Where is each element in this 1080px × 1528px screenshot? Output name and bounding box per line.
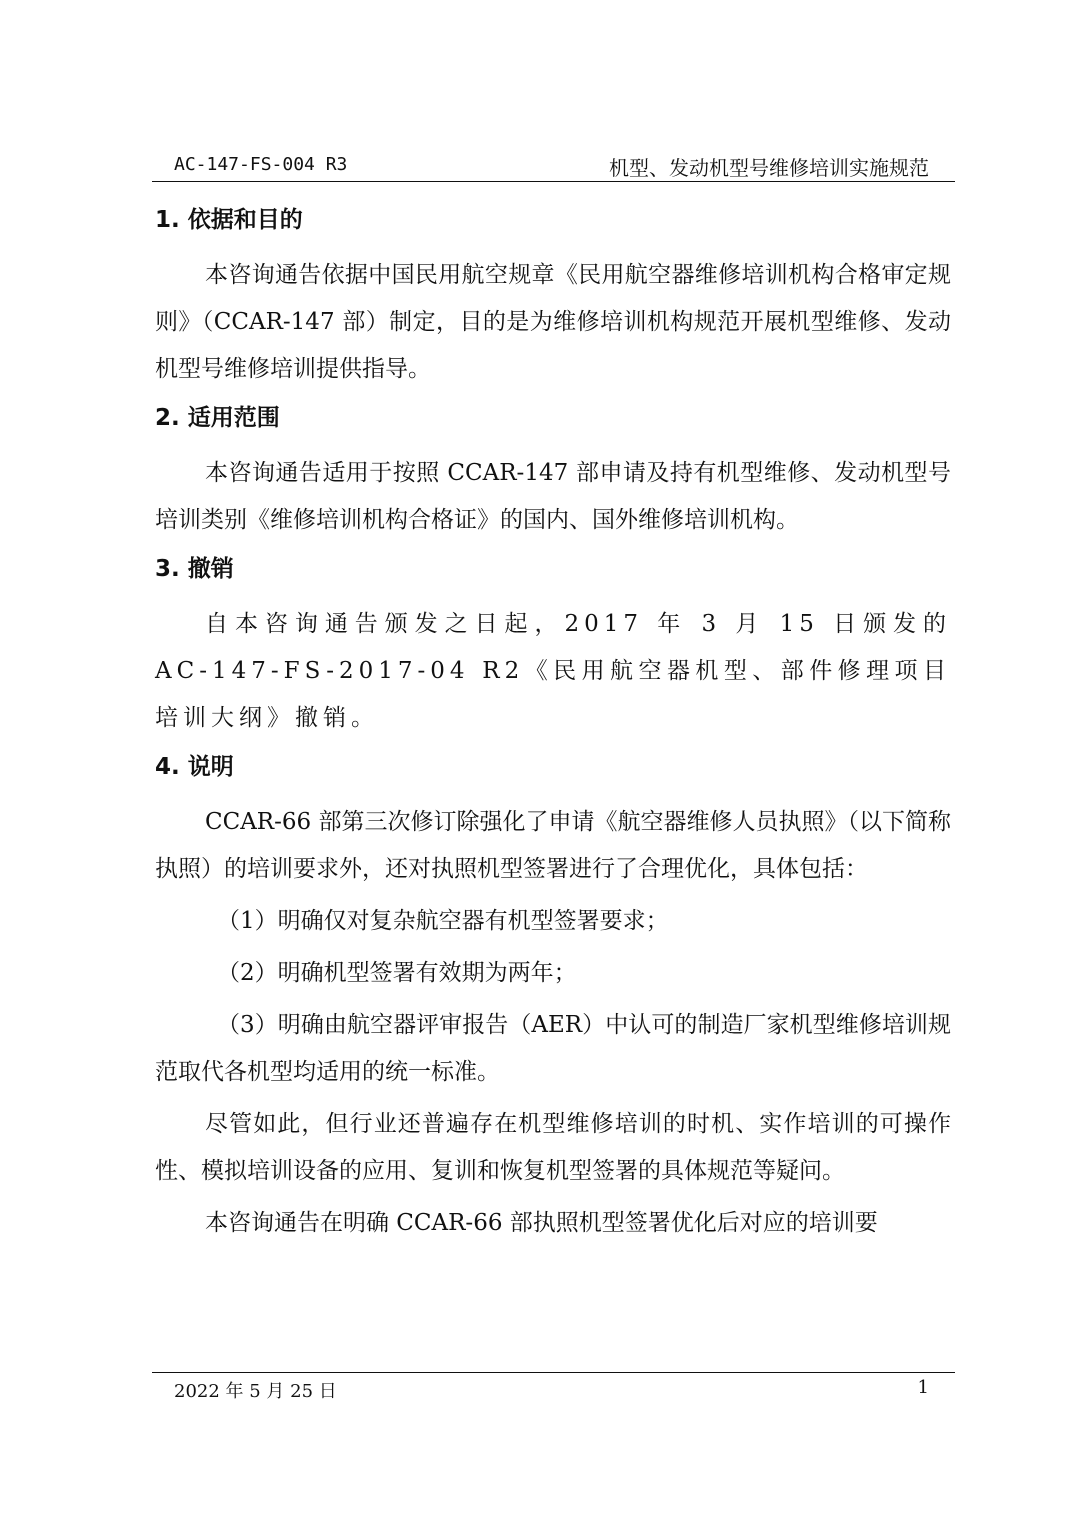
list-item-3: （3）明确由航空器评审报告（AER）中认可的制造厂家机型维修培训规范取代各机型均适用的统一标准。 (155, 1012, 951, 1085)
section-heading-basis: 1. 依据和目的 (155, 207, 303, 233)
paragraph-explanation-intro: CCAR-66 部第三次修订除强化了申请《航空器维修人员执照》（以下简称执照）的培训要求外，还对执照机型签署进行了合理优化，具体包括： (155, 809, 951, 882)
paragraph-explanation-continued: 本咨询通告在明确 CCAR-66 部执照机型签署优化后对应的培训要 (205, 1210, 878, 1236)
document-body (155, 195, 951, 1247)
document-id: AC-147-FS-004 R3 (174, 154, 348, 175)
list-item-1: （1）明确仅对复杂航空器有机型签署要求； (217, 908, 669, 934)
section-heading-scope: 2. 适用范围 (155, 405, 280, 431)
issue-date: 2022 年 5 月 25 日 (174, 1381, 337, 1402)
paragraph-scope: 本咨询通告适用于按照 CCAR-147 部申请及持有机型维修、发动机型号培训类别《维修培训机构合格证》的国内、国外维修培训机构。 (155, 460, 951, 533)
list-item-2: （2）明确机型签署有效期为两年； (217, 960, 577, 986)
paragraph-revocation: 自本咨询通告颁发之日起，2017 年 3 月 15 日颁发的 AC-147-FS-2017-04 R2《民用航空器机型、部件修理项目培训大纲》撤销。 (155, 611, 951, 731)
paragraph-explanation-issues: 尽管如此，但行业还普遍存在机型维修培训的时机、实作培训的可操作性、模拟培训设备的应用、复训和恢复机型签署的具体规范等疑问。 (155, 1111, 951, 1184)
page-number: 1 (917, 1377, 929, 1398)
document-title: 机型、发动机型号维修培训实施规范 (609, 156, 929, 180)
page-footer (152, 1372, 955, 1402)
section-heading-explanation: 4. 说明 (155, 754, 234, 780)
section-heading-revocation: 3. 撤销 (155, 556, 234, 582)
paragraph-basis: 本咨询通告依据中国民用航空规章《民用航空器维修培训机构合格审定规则》（CCAR-147 部）制定，目的是为维修培训机构规范开展机型维修、发动机型号维修培训提供指导。 (155, 262, 951, 382)
page-header (152, 150, 955, 182)
